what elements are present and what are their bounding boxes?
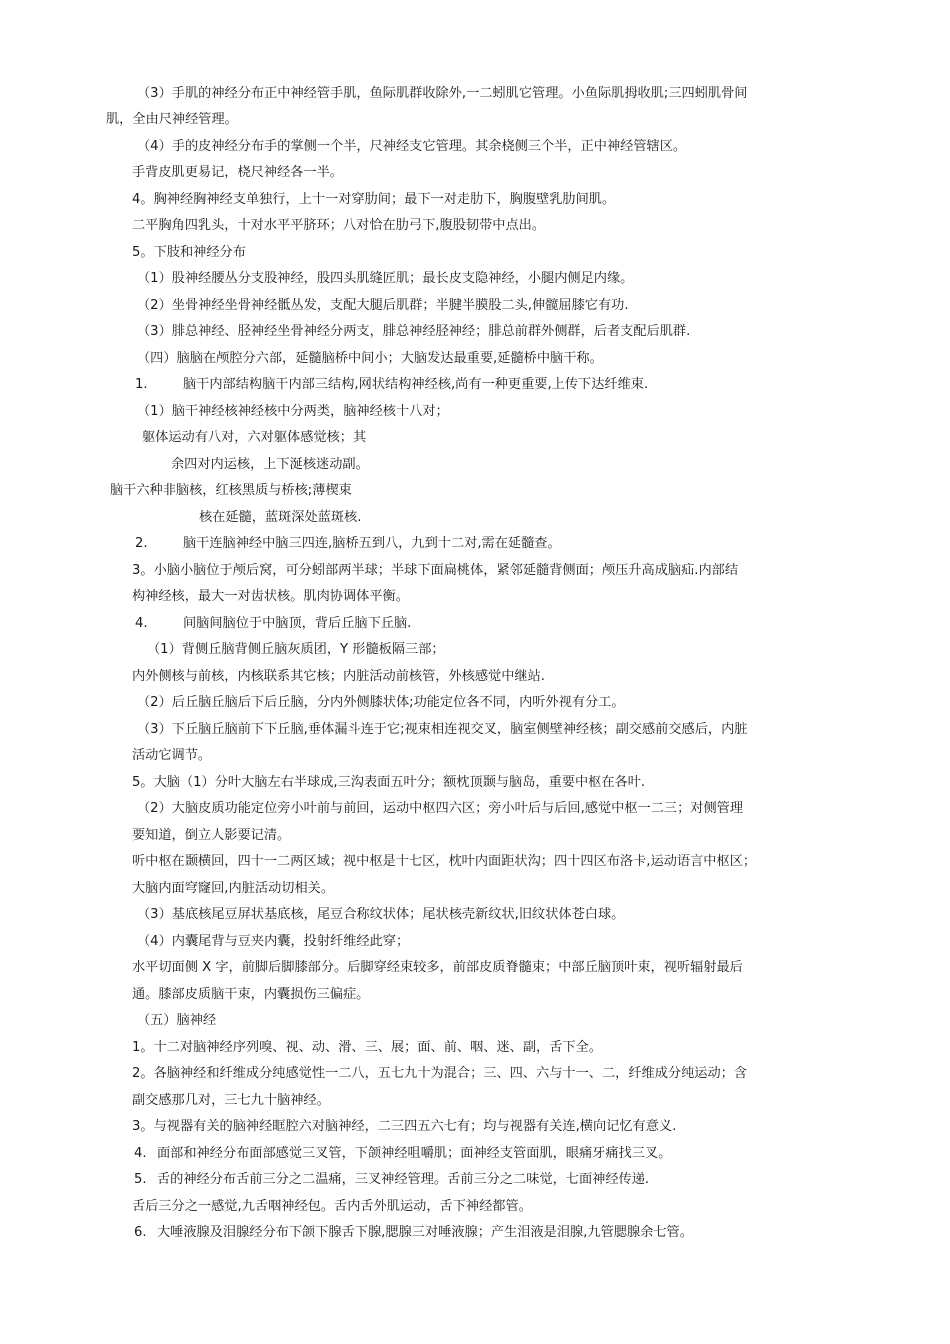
text-line-26: 活动它调节。 bbox=[132, 748, 212, 763]
text-line-18-num: 2. bbox=[135, 536, 148, 551]
text-line-42-num: 5. bbox=[134, 1172, 147, 1187]
text-line-1: （3）手肌的神经分布正中神经管手肌，鱼际肌群收除外,一二蚓肌它管理。小鱼际肌拇收肌;三四蚓肌骨间 bbox=[137, 86, 748, 101]
text-line-11: （四）脑脑在颅腔分六部，延髓脑桥中间小；大脑发达最重要,延髓桥中脑干称。 bbox=[137, 351, 603, 366]
text-line-35: 通。膝部皮质脑干束，内囊损伤三偏症。 bbox=[132, 987, 370, 1002]
text-line-6: 二平胸角四乳头，十对水平平脐环；八对恰在肋弓下,腹股韧带中点出。 bbox=[132, 218, 546, 233]
text-line-24: （2）后丘脑丘脑后下后丘脑，分内外侧膝状体;功能定位各不同，内听外视有分工。 bbox=[137, 695, 625, 710]
text-line-12-num: 1. bbox=[135, 377, 148, 392]
text-line-3: （4）手的皮神经分布手的掌侧一个半，尺神经支它管理。其余桡侧三个半，正中神经管辖区。 bbox=[137, 139, 687, 154]
text-line-36: （五）脑神经 bbox=[137, 1013, 217, 1028]
text-line-38: 2。各脑神经和纤维成分纯感觉性一二八，五七九十为混合；三、四、六与十一、二，纤维成分纯运动；含 bbox=[132, 1066, 748, 1081]
text-line-13: （1）脑干神经核神经核中分两类，脑神经核十八对； bbox=[137, 404, 449, 419]
text-line-22: （1）背侧丘脑背侧丘脑灰质团，Y 形髓板隔三部； bbox=[147, 642, 445, 657]
text-line-5: 4。胸神经胸神经支单独行，上十一对穿肋间；最下一对走肋下，胸腹壁乳肋间肌。 bbox=[132, 192, 616, 207]
text-line-2: 肌，全由尺神经管理。 bbox=[106, 112, 238, 127]
text-line-44-num: 6. bbox=[134, 1225, 147, 1240]
text-line-25: （3）下丘脑丘脑前下下丘脑,垂体漏斗连于它;视束相连视交叉，脑室侧壁神经核；副交感前交感后，内脏 bbox=[137, 722, 748, 737]
text-line-33: （4）内囊尾背与豆夹内囊，投射纤维经此穿； bbox=[137, 934, 410, 949]
text-line-20: 构神经核，最大一对齿状核。肌肉协调体平衡。 bbox=[132, 589, 409, 604]
text-line-28: （2）大脑皮质功能定位旁小叶前与前回，运动中枢四六区；旁小叶后与后回,感觉中枢一二三；对侧管理 bbox=[137, 801, 744, 816]
text-line-14: 躯体运动有八对，六对躯体感觉核；其 bbox=[142, 430, 367, 445]
text-line-9: （2）坐骨神经坐骨神经骶丛发，支配大腿后肌群；半腱半膜股二头,伸髋屈膝它有功. bbox=[137, 298, 629, 313]
text-line-17: 核在延髓，蓝斑深处蓝斑核. bbox=[199, 510, 362, 525]
text-line-21: 间脑间脑位于中脑顶，背后丘脑下丘脑. bbox=[183, 616, 412, 631]
text-line-32: （3）基底核尾豆屏状基底核，尾豆合称纹状体；尾状核壳新纹状,旧纹状体苍白球。 bbox=[137, 907, 625, 922]
text-line-37: 1。十二对脑神经序列嗅、视、动、滑、三、展；面、前、咽、迷、副，舌下全。 bbox=[132, 1040, 602, 1055]
text-line-18: 脑干连脑神经中脑三四连,脑桥五到八，九到十二对,需在延髓查。 bbox=[183, 536, 561, 551]
text-line-4: 手背皮肌更易记，桡尺神经各一半。 bbox=[132, 165, 343, 180]
text-line-10: （3）腓总神经、胫神经坐骨神经分两支，腓总神经胫神经；腓总前群外侧群，后者支配后肌群. bbox=[137, 324, 691, 339]
text-line-27: 5。大脑（1）分叶大脑左右半球成,三沟表面五叶分；额枕顶颞与脑岛，重要中枢在各叶. bbox=[132, 775, 646, 790]
text-line-23: 内外侧核与前核，内核联系其它核；内脏活动前核管，外核感觉中继站. bbox=[132, 669, 546, 684]
text-line-7: 5。下肢和神经分布 bbox=[132, 245, 246, 260]
text-line-43: 舌后三分之一感觉,九舌咽神经包。舌内舌外肌运动，舌下神经都管。 bbox=[132, 1199, 532, 1214]
text-line-41: 面部和神经分布面部感觉三叉管，下颌神经咀嚼肌；面神经支管面肌，眼痛牙痛找三叉。 bbox=[157, 1146, 672, 1161]
text-line-12: 脑干内部结构脑干内部三结构,网状结构神经核,尚有一种更重要,上传下达纤维束. bbox=[183, 377, 649, 392]
text-line-44: 大唾液腺及泪腺经分布下颌下腺舌下腺,腮腺三对唾液腺；产生泪液是泪腺,九管腮腺余七管。 bbox=[157, 1225, 693, 1240]
text-line-34: 水平切面侧 X 字，前脚后脚膝部分。后脚穿经束较多，前部皮质脊髓束；中部丘脑顶叶束，视听辐射最后 bbox=[132, 960, 743, 975]
text-line-40: 3。与视器有关的脑神经眶腔六对脑神经，二三四五六七有；均与视器有关连,横向记忆有意义. bbox=[132, 1119, 677, 1134]
text-line-8: （1）股神经腰丛分支股神经，股四头肌缝匠肌；最长皮支隐神经，小腿内侧足内缘。 bbox=[137, 271, 634, 286]
text-line-31: 大脑内面穹窿回,内脏活动切相关。 bbox=[132, 881, 335, 896]
text-line-39: 副交感那几对，三七九十脑神经。 bbox=[132, 1093, 330, 1108]
text-line-29: 要知道，倒立人影要记清。 bbox=[132, 828, 291, 843]
text-line-19: 3。小脑小脑位于颅后窝，可分蚓部两半球；半球下面扁桃体，紧邻延髓背侧面；颅压升高成脑疝.内部结 bbox=[132, 563, 739, 578]
text-line-30: 听中枢在颞横回，四十一二两区域；视中枢是十七区，枕叶内面距状沟；四十四区布洛卡,运动语言中枢区； bbox=[132, 854, 757, 869]
text-line-41-num: 4. bbox=[134, 1146, 147, 1161]
text-line-21-num: 4. bbox=[135, 616, 148, 631]
text-line-16: 脑干六种非脑核，红核黑质与桥核;薄楔束 bbox=[110, 483, 352, 498]
text-line-15: 余四对内运核，上下涎核迷动副。 bbox=[171, 457, 369, 472]
text-line-42: 舌的神经分布舌前三分之二温痛，三叉神经管理。舌前三分之二味觉，七面神经传递. bbox=[157, 1172, 650, 1187]
